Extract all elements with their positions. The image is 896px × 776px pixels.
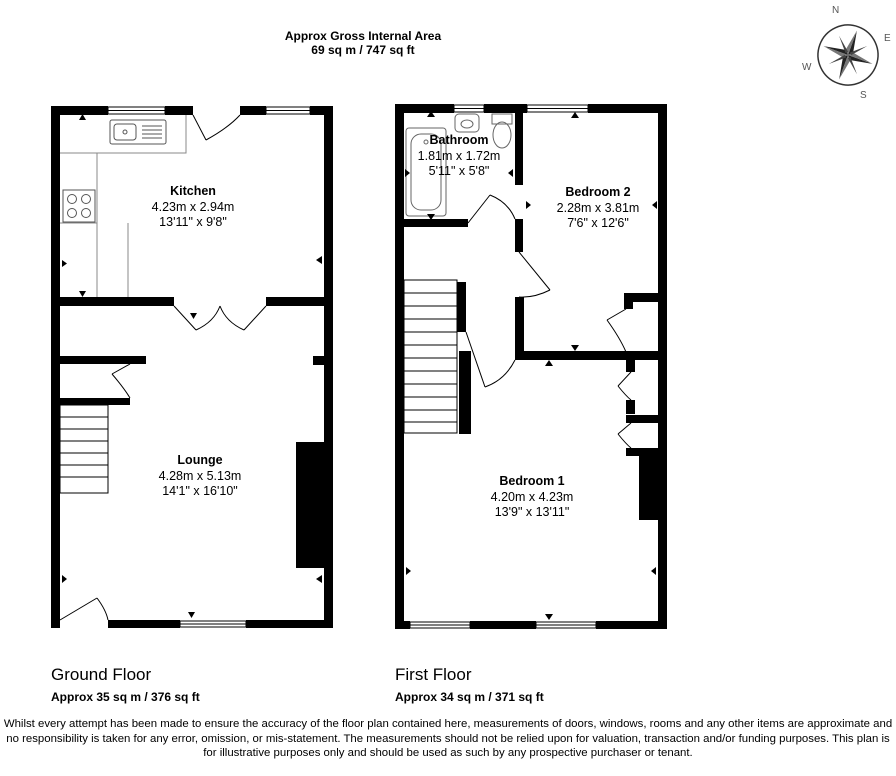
first-floor-plan — [395, 104, 667, 629]
ground-floor-label: Ground Floor — [51, 665, 152, 684]
first-floor-label: First Floor — [395, 665, 472, 684]
room-label-lounge — [135, 453, 265, 500]
kitchen-imperial: 13'11" x 9'8" — [159, 215, 227, 229]
ground-floor-stairs — [60, 405, 108, 493]
bathroom-imperial: 5'11" x 5'8" — [428, 164, 490, 178]
room-label-bedroom-2 — [533, 185, 663, 232]
gross-area-heading: Approx Gross Internal Area — [284, 29, 442, 43]
bedroom-2-metric: 2.28m x 3.81m — [556, 200, 640, 215]
lounge-imperial: 14'1" x 16'10" — [162, 484, 238, 498]
bedroom-1-imperial: 13'9" x 13'11" — [494, 505, 570, 519]
bathroom-name: Bathroom — [429, 133, 489, 147]
disclaimer-text: Whilst every attempt has been made to ensure the accuracy of the floor plan contained here, measurements of doors, windows, rooms and any other items are approximate and no responsibility is taken for any error, omission, or mis-statement. The measurements should not be relied upon for valuation, transaction and/or funding purposes. This plan is for illustrative purposes only and should be used as such by any prospective purchaser or tenant. — [3, 718, 893, 759]
first-floor-doors — [466, 195, 631, 448]
kitchen-sink — [110, 120, 166, 144]
ground-floor-area: Approx 35 sq m / 376 sq ft — [51, 690, 200, 704]
compass-rose — [810, 17, 887, 94]
compass-south-label: S — [860, 90, 867, 101]
first-floor-walls — [395, 104, 667, 629]
compass-north-label: N — [832, 5, 840, 16]
lounge-metric: 4.28m x 5.13m — [158, 468, 242, 483]
gross-area-value: 69 sq m / 747 sq ft — [311, 43, 415, 57]
cooker-hob — [63, 190, 95, 222]
lounge-name: Lounge — [177, 453, 223, 467]
bedroom-1-metric: 4.20m x 4.23m — [490, 489, 574, 504]
kitchen-name: Kitchen — [170, 184, 216, 198]
gross-area-title — [0, 29, 726, 57]
room-label-bedroom-1 — [467, 474, 597, 521]
bedroom-2-imperial: 7'6" x 12'6" — [567, 216, 629, 230]
bedroom-2-name: Bedroom 2 — [565, 185, 631, 199]
room-label-bathroom — [394, 133, 524, 180]
compass-east-label: E — [884, 33, 891, 44]
room-label-kitchen — [128, 184, 258, 231]
first-floor-stairs — [404, 280, 457, 433]
first-floor-windows — [410, 105, 596, 628]
compass-west-label: W — [802, 62, 812, 73]
bedroom-1-name: Bedroom 1 — [499, 474, 565, 488]
bathroom-metric: 1.81m x 1.72m — [417, 148, 501, 163]
first-floor-area: Approx 34 sq m / 371 sq ft — [395, 690, 544, 704]
kitchen-metric: 4.23m x 2.94m — [151, 199, 235, 214]
